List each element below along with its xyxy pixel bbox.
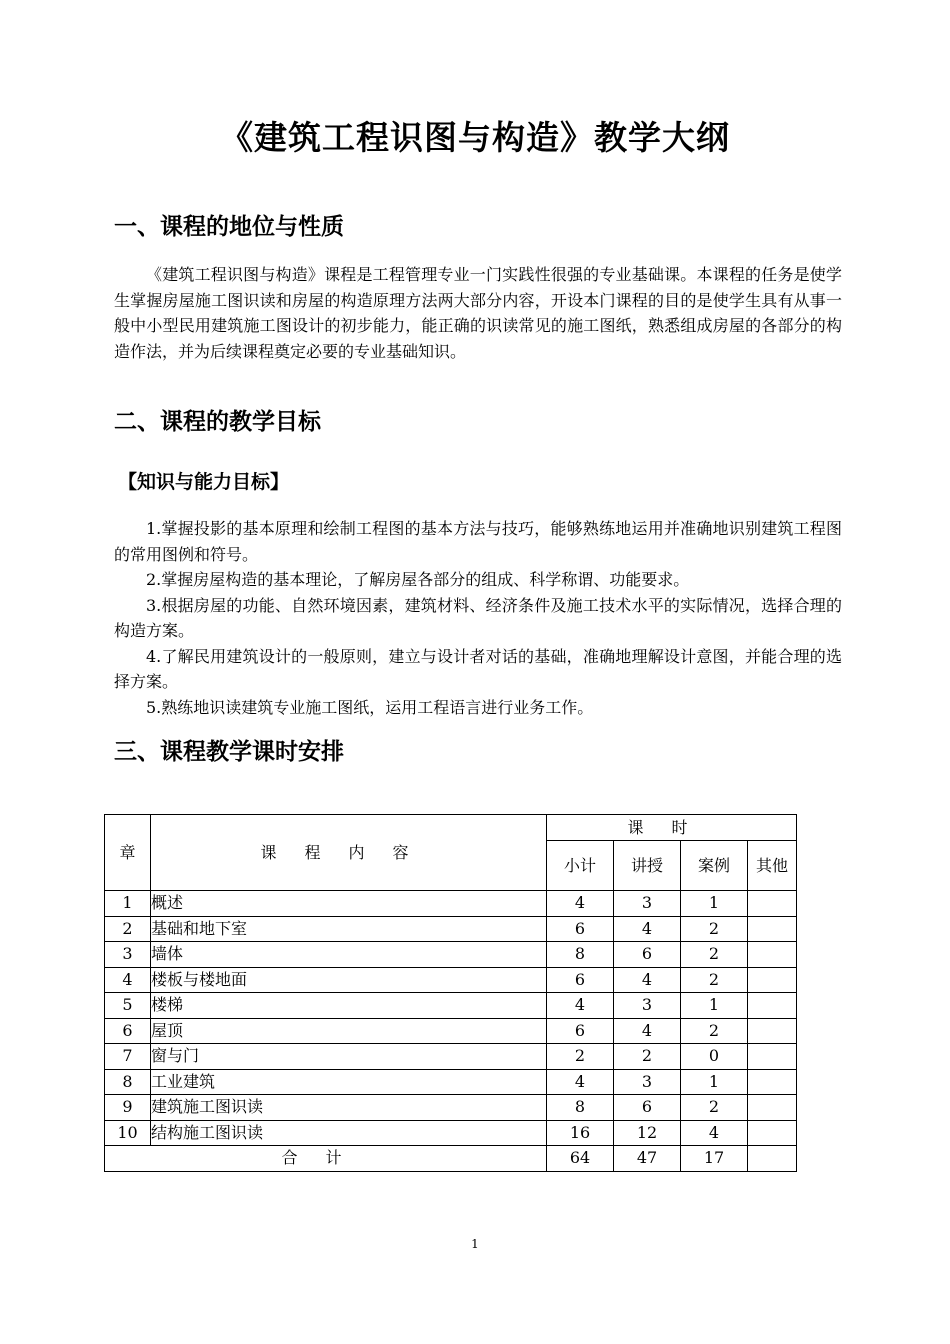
- row-chapter: 3: [105, 942, 151, 968]
- row-content: 楼梯: [151, 993, 547, 1019]
- row-lecture: 6: [614, 942, 681, 968]
- section1-heading: 一、课程的地位与性质: [114, 214, 344, 240]
- objective-item: 3.根据房屋的功能、自然环境因素，建筑材料、经济条件及施工技术水平的实际情况，选择合理的构造方案。: [114, 595, 842, 640]
- row-chapter: 7: [105, 1044, 151, 1070]
- row-lecture: 4: [614, 1018, 681, 1044]
- row-other: [748, 967, 797, 993]
- row-lecture: 4: [614, 967, 681, 993]
- header-hours: 课时: [547, 815, 797, 841]
- row-other: [748, 993, 797, 1019]
- table-row: [105, 967, 797, 993]
- table-row: [105, 1095, 797, 1121]
- header-other: 其他: [748, 841, 797, 891]
- row-content: 窗与门: [151, 1044, 547, 1070]
- row-chapter: 4: [105, 967, 151, 993]
- row-other: [748, 1095, 797, 1121]
- table-row: [105, 993, 797, 1019]
- row-subtotal: 4: [547, 1069, 614, 1095]
- table-row: [105, 1018, 797, 1044]
- objective-item: 5.熟练地识读建筑专业施工图纸，运用工程语言进行业务工作。: [146, 697, 594, 717]
- table-row: [105, 1044, 797, 1070]
- row-case: 2: [681, 1018, 748, 1044]
- header-content: 课程内容: [151, 815, 547, 891]
- row-content: 基础和地下室: [151, 916, 547, 942]
- row-lecture: 2: [614, 1044, 681, 1070]
- row-subtotal: 2: [547, 1044, 614, 1070]
- row-subtotal: 6: [547, 1018, 614, 1044]
- row-lecture: 4: [614, 916, 681, 942]
- table-row: [105, 1120, 797, 1146]
- row-chapter: 5: [105, 993, 151, 1019]
- row-subtotal: 16: [547, 1120, 614, 1146]
- row-other: [748, 1069, 797, 1095]
- section1-paragraph: 《建筑工程识图与构造》课程是工程管理专业一门实践性很强的专业基础课。本课程的任务是使学生掌握房屋施工图识读和房屋的构造原理方法两大部分内容，开设本门课程的目的是使学生具有从事一般中小型民用建筑施工图设计的初步能力，能正确的识读常见的施工图纸，熟悉组成房屋的各部分的构造作法，并为后续课程奠定必要的专业基础知识。: [114, 265, 842, 361]
- row-case: 1: [681, 993, 748, 1019]
- row-other: [748, 942, 797, 968]
- row-subtotal: 4: [547, 993, 614, 1019]
- objective-item: 2.掌握房屋构造的基本理论，了解房屋各部分的组成、科学称谓、功能要求。: [146, 570, 690, 589]
- row-content: 建筑施工图识读: [151, 1095, 547, 1121]
- row-case: 1: [681, 891, 748, 917]
- section2-subheading: 【知识与能力目标】: [118, 471, 290, 493]
- row-case: 2: [681, 1095, 748, 1121]
- row-case: 1: [681, 1069, 748, 1095]
- objectives-list: [114, 516, 842, 720]
- row-lecture: 3: [614, 1069, 681, 1095]
- header-chapter: 章: [105, 815, 151, 891]
- row-subtotal: 6: [547, 916, 614, 942]
- row-subtotal: 8: [547, 1095, 614, 1121]
- row-lecture: 3: [614, 993, 681, 1019]
- row-other: [748, 916, 797, 942]
- row-content: 楼板与楼地面: [151, 967, 547, 993]
- row-chapter: 10: [105, 1120, 151, 1146]
- table-row: [105, 1069, 797, 1095]
- row-other: [748, 891, 797, 917]
- row-case: 4: [681, 1120, 748, 1146]
- row-other: [748, 1120, 797, 1146]
- hours-table: [104, 814, 797, 1172]
- row-chapter: 1: [105, 891, 151, 917]
- header-case: 案例: [681, 841, 748, 891]
- total-other: [748, 1146, 797, 1172]
- total-subtotal: 64: [547, 1146, 614, 1172]
- objective-item: 4.了解民用建筑设计的一般原则，建立与设计者对话的基础，准确地理解设计意图，并能合理的选择方案。: [114, 646, 842, 691]
- section3-heading: 三、课程教学课时安排: [114, 739, 344, 765]
- header-lecture: 讲授: [614, 841, 681, 891]
- table-row: [105, 891, 797, 917]
- total-case: 17: [681, 1146, 748, 1172]
- row-subtotal: 6: [547, 967, 614, 993]
- objective-item: 1.掌握投影的基本原理和绘制工程图的基本方法与技巧，能够熟练地运用并准确地识别建筑工程图的常用图例和符号。: [114, 519, 842, 564]
- row-content: 墙体: [151, 942, 547, 968]
- total-lecture: 47: [614, 1146, 681, 1172]
- table-row: [105, 916, 797, 942]
- row-chapter: 8: [105, 1069, 151, 1095]
- row-case: 2: [681, 942, 748, 968]
- row-content: 结构施工图识读: [151, 1120, 547, 1146]
- row-chapter: 6: [105, 1018, 151, 1044]
- row-chapter: 2: [105, 916, 151, 942]
- page-number: 1: [471, 1237, 479, 1251]
- row-content: 屋顶: [151, 1018, 547, 1044]
- row-content: 工业建筑: [151, 1069, 547, 1095]
- row-lecture: 3: [614, 891, 681, 917]
- row-lecture: 6: [614, 1095, 681, 1121]
- row-other: [748, 1044, 797, 1070]
- row-content: 概述: [151, 891, 547, 917]
- table-row: [105, 942, 797, 968]
- header-subtotal: 小计: [547, 841, 614, 891]
- document-title: 《建筑工程识图与构造》教学大纲: [220, 118, 730, 157]
- total-label: 合计: [105, 1146, 547, 1172]
- row-chapter: 9: [105, 1095, 151, 1121]
- row-case: 2: [681, 916, 748, 942]
- row-other: [748, 1018, 797, 1044]
- section2-heading: 二、课程的教学目标: [114, 409, 321, 435]
- row-case: 2: [681, 967, 748, 993]
- row-lecture: 12: [614, 1120, 681, 1146]
- row-subtotal: 4: [547, 891, 614, 917]
- row-case: 0: [681, 1044, 748, 1070]
- row-subtotal: 8: [547, 942, 614, 968]
